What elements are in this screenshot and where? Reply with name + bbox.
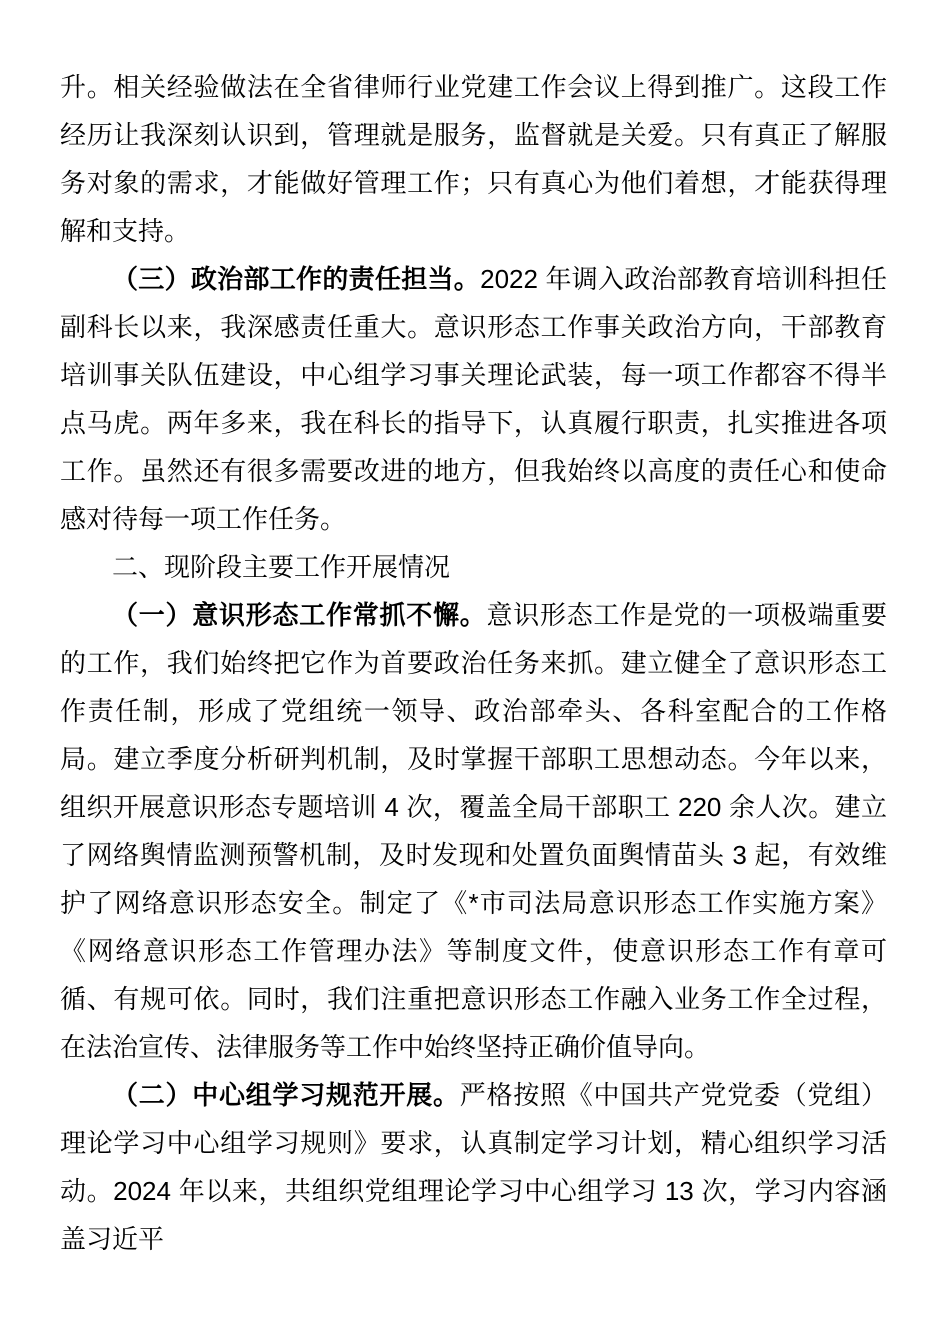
paragraph-lead-bold: （二）中心组学习规范开展。 [112, 1080, 460, 1110]
paragraph-section-3 [60, 255, 887, 543]
section-heading-text: 二、现阶段主要工作开展情况 [112, 552, 451, 582]
document-text-block [60, 63, 887, 1263]
paragraph-section-1 [60, 591, 887, 1071]
paragraph-continuation [60, 63, 887, 255]
paragraph-text: 2022 年调入政治部教育培训科担任副科长以来，我深感责任重大。意识形态工作事关政治方向，干部教育培训事关队伍建设，中心组学习事关理论武装，每一项工作都容不得半点马虎。两年多来，我在科长的指导下，认真履行职责，扎实推进各项工作。虽然还有很多需要改进的地方，但我始终以高度的责任心和使命感对待每一项工作任务。 [60, 264, 887, 534]
paragraph-text: 升。相关经验做法在全省律师行业党建工作会议上得到推广。这段工作经历让我深刻认识到，管理就是服务，监督就是关爱。只有真正了解服务对象的需求，才能做好管理工作；只有真心为他们着想，才能获得理解和支持。 [60, 72, 887, 246]
paragraph-lead-bold: （三）政治部工作的责任担当。 [112, 264, 481, 294]
paragraph-section-2 [60, 1071, 887, 1263]
paragraph-lead-bold: （一）意识形态工作常抓不懈。 [112, 600, 487, 630]
section-heading [60, 543, 887, 591]
paragraph-text: 意识形态工作是党的一项极端重要的工作，我们始终把它作为首要政治任务来抓。建立健全了意识形态工作责任制，形成了党组统一领导、政治部牵头、各科室配合的工作格局。建立季度分析研判机制，及时掌握干部职工思想动态。今年以来，组织开展意识形态专题培训 4 次，覆盖全局干部职工 220 余人次。建立了网络舆情监测预警机制，及时发现和处置负面舆情苗头 3 起，有效维护了网络意识形态安全。制定了《*市司法局意识形态工作实施方案》《网络意识形态工作管理办法》等制度文件，使意识形态工作有章可循、有规可依。同时，我们注重把意识形态工作融入业务工作全过程，在法治宣传、法律服务等工作中始终坚持正确价值导向。 [60, 600, 887, 1062]
paragraph-text: 严格按照《中国共产党党委（党组）理论学习中心组学习规则》要求，认真制定学习计划，精心组织学习活动。2024 年以来，共组织党组理论学习中心组学习 13 次，学习内容涵盖习近平 [60, 1080, 887, 1254]
